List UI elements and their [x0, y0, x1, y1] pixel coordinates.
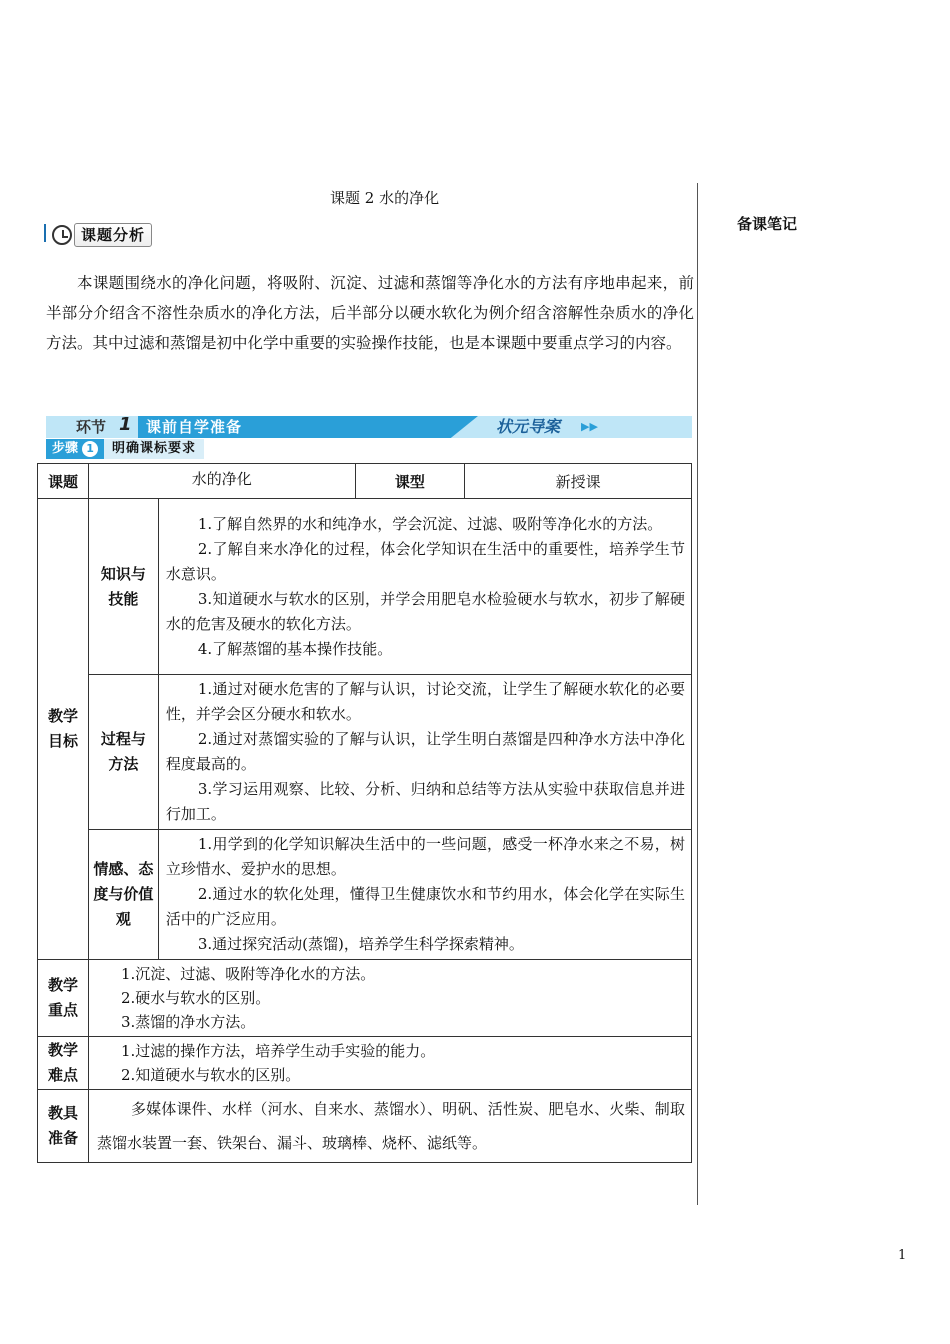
list-item: 2.硬水与软水的区别。 [120, 989, 271, 1007]
notes-column-title: 备课笔记 [737, 215, 798, 233]
list-item: 3.知道硬水与软水的区别，并学会用肥皂水检验硬水与软水，初步了解硬水的危害及硬水的软化方法。 [165, 589, 685, 633]
list-item: 3.通过探究活动(蒸馏)，培养学生科学探索精神。 [197, 935, 524, 953]
difficulty-items [88, 1037, 691, 1090]
prep-text: 多媒体课件、水样（河水、自来水、蒸馏水）、明矾、活性炭、肥皂水、火柴、制取蒸馏水装置一套、铁架台、漏斗、玻璃棒、烧杯、滤纸等。 [96, 1100, 685, 1152]
table-row [38, 830, 692, 960]
topic-value: 水的净化 [88, 464, 355, 499]
list-item: 1.过滤的操作方法，培养学生动手实验的能力。 [120, 1042, 436, 1060]
goals-label: 教学目标 [38, 499, 89, 960]
goal-group-items [158, 830, 691, 960]
lesson-title: 课题 2 水的净化 [330, 189, 440, 207]
section-number: 1 [119, 414, 132, 435]
column-divider [697, 183, 698, 1205]
prep-cell [88, 1090, 691, 1163]
list-item: 2.通过对蒸馏实验的了解与认识，让学生明白蒸馏是四种净水方法中净化程度最高的。 [165, 730, 685, 773]
lesson-plan-table [37, 463, 692, 1163]
list-item: 2.了解自来水净化的过程，体会化学知识在生活中的重要性，培养学生节水意识。 [165, 539, 685, 583]
step-banner [46, 439, 204, 459]
step-label: 步骤 [52, 441, 79, 456]
table-row [38, 464, 692, 499]
goal-group-label: 情感、态度与价值观 [88, 830, 158, 960]
goal-group-items [158, 675, 691, 830]
section-brand: 状元导案 [496, 417, 561, 436]
list-item: 4.了解蒸馏的基本操作技能。 [197, 639, 393, 658]
list-item: 1.沉淀、过滤、吸附等净化水的方法。 [120, 965, 376, 983]
goal-group-label: 知识与技能 [88, 499, 158, 675]
list-item: 2.知道硬水与软水的区别。 [120, 1066, 301, 1084]
list-item: 1.用学到的化学知识解决生活中的一些问题，感受一杯净水来之不易，树立珍惜水、爱护水的思想。 [165, 835, 685, 878]
step-tag [46, 439, 104, 459]
table-row [38, 499, 692, 675]
badge-label: 课题分析 [74, 223, 152, 247]
goal-group-label: 过程与方法 [88, 675, 158, 830]
section-title: 课前自学准备 [146, 418, 243, 436]
intro-paragraph: 本课题围绕水的净化问题，将吸附、沉淀、过滤和蒸馏等净化水的方法有序地串起来，前半部分介绍含不溶性杂质水的净化方法，后半部分以硬水软化为例介绍含溶解性杂质水的净化方法。其中过滤和蒸馏是初中化学中重要的实验操作技能，也是本课题中要重点学习的内容。 [46, 274, 694, 352]
list-item: 3.学习运用观察、比较、分析、归纳和总结等方法从实验中获取信息并进行加工。 [165, 780, 685, 823]
double-arrow-icon: ▶▶ [581, 420, 598, 433]
page-number: 1 [898, 1248, 907, 1263]
table-row [38, 675, 692, 830]
difficulty-label: 教学难点 [38, 1037, 89, 1090]
list-item: 1.了解自然界的水和纯净水，学会沉淀、过滤、吸附等净化水的方法。 [197, 514, 663, 533]
table-row [38, 1037, 692, 1090]
table-row [38, 1090, 692, 1163]
section-label: 环节 [76, 418, 107, 436]
type-value: 新授课 [465, 464, 692, 499]
focus-label: 教学重点 [38, 960, 89, 1037]
clock-icon [44, 222, 74, 248]
list-item: 1.通过对硬水危害的了解与认识，讨论交流，让学生了解硬水软化的必要性，并学会区分硬水和软水。 [165, 680, 685, 723]
topic-analysis-badge [44, 222, 152, 248]
step-title: 明确课标要求 [104, 439, 204, 459]
goal-group-items [158, 499, 691, 675]
list-item: 2.通过水的软化处理，懂得卫生健康饮水和节约用水，体会化学在实际生活中的广泛应用。 [165, 885, 685, 928]
table-row [38, 960, 692, 1037]
list-item: 3.蒸馏的净水方法。 [120, 1013, 256, 1031]
type-label: 课型 [355, 464, 465, 499]
focus-items [88, 960, 691, 1037]
section-banner [46, 416, 692, 438]
topic-label: 课题 [38, 464, 89, 499]
prep-label: 教具准备 [38, 1090, 89, 1163]
step-number: 1 [82, 441, 98, 457]
